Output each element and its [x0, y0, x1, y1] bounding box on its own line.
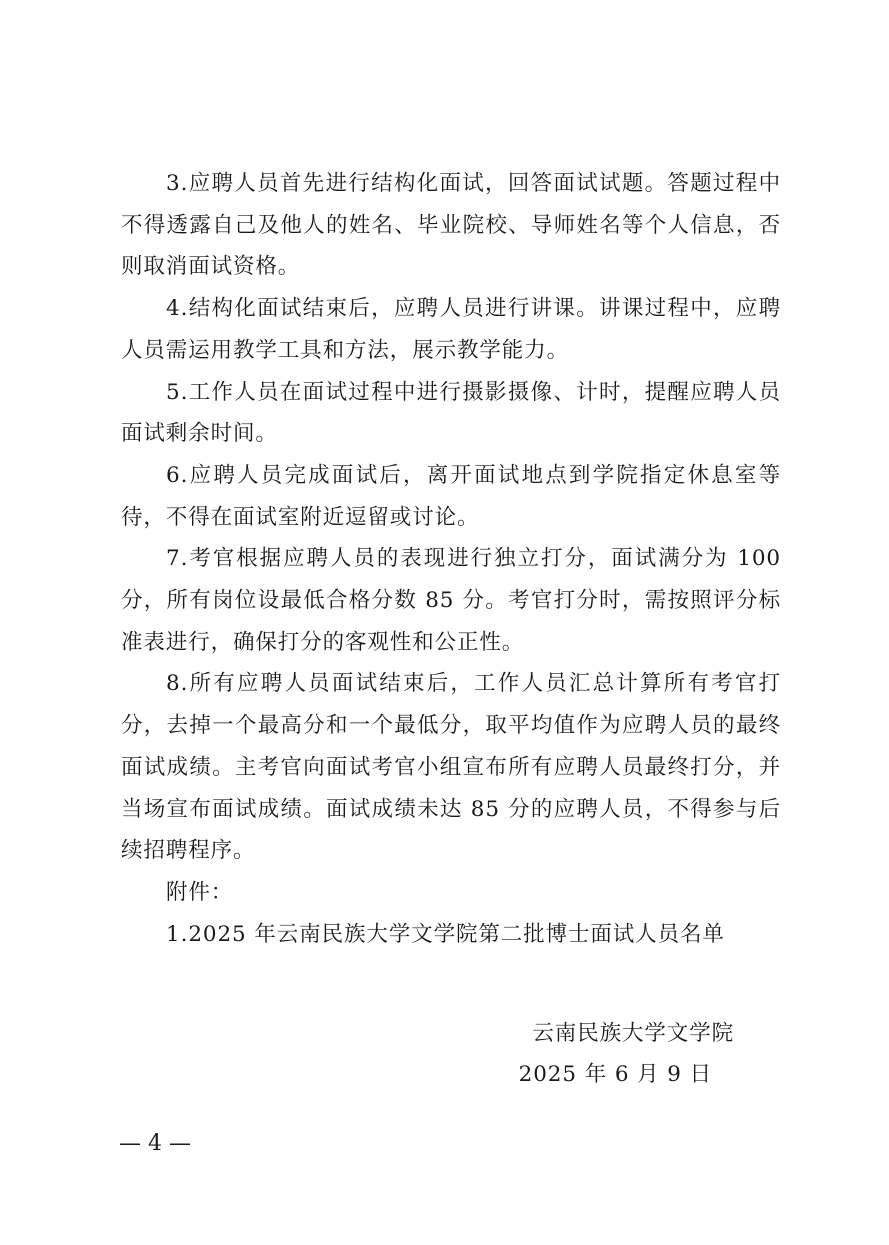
paragraph-item-6: 6.应聘人员完成面试后，离开面试地点到学院指定休息室等待，不得在面试室附近逗留或讨论。: [121, 462, 781, 530]
attachment-item: 1.2025 年云南民族大学文学院第二批博士面试人员名单: [166, 921, 725, 947]
paragraph-item-8: 8.所有应聘人员面试结束后，工作人员汇总计算所有考官打分，去掉一个最高分和一个最低分，取平均值作为应聘人员的最终面试成绩。主考官向面试考官小组宣布所有应聘人员最终打分，并当场宣布面试成绩。面试成绩未达 85 分的应聘人员，不得参与后续招聘程序。: [121, 671, 781, 864]
signature-date: 2025 年 6 月 9 日: [518, 1062, 712, 1087]
paragraph-item-4: 4.结构化面试结束后，应聘人员进行讲课。讲课过程中，应聘人员需运用教学工具和方法，展示教学能力。: [121, 296, 781, 363]
paragraph-item-5: 5.工作人员在面试过程中进行摄影摄像、计时，提醒应聘人员面试剩余时间。: [121, 379, 781, 447]
signature-organization: 云南民族大学文学院: [532, 1021, 734, 1046]
page-number: — 4 —: [119, 1131, 191, 1156]
signature-block: [519, 1013, 734, 1095]
paragraph-item-7: 7.考官根据应聘人员的表现进行独立打分，面试满分为 100 分，所有岗位设最低合格分数 85 分。考官打分时，需按照评分标准表进行，确保打分的客观性和公正性。: [121, 546, 781, 655]
attachment-label: 附件：: [166, 879, 234, 905]
body-text: [121, 163, 781, 955]
paragraph-item-3: 3.应聘人员首先进行结构化面试，回答面试试题。答题过程中不得透露自己及他人的姓名、毕业院校、导师姓名等个人信息，否则取消面试资格。: [121, 171, 781, 280]
